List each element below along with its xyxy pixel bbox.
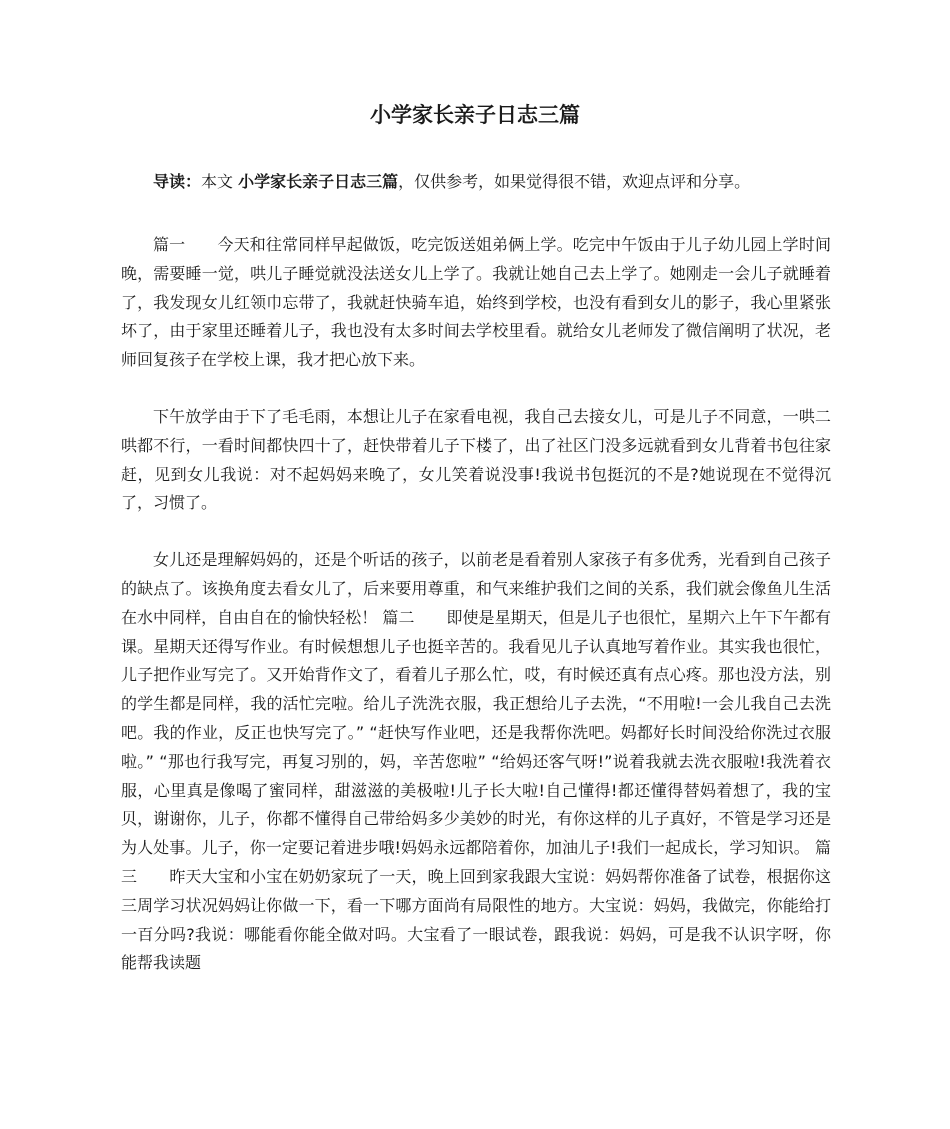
paragraph-3 [121, 546, 831, 978]
intro-bold-title: 小学家长亲子日志三篇 [238, 172, 399, 191]
intro-prefix: 本文 [201, 172, 239, 191]
section-lead-1: 篇一 [153, 235, 186, 254]
intro-line [121, 169, 841, 195]
intro-suffix: ，仅供参考，如果觉得很不错，欢迎点评和分享。 [398, 172, 751, 191]
paragraph-1-text: 今天和往常同样早起做饭，吃完饭送姐弟俩上学。吃完中午饭由于儿子幼儿园上学时间晚，需要睡一觉，哄儿子睡觉就没法送女儿上学了。我就让她自己去上学了。她刚走一会儿子就睡着了，我发现女儿红领巾忘带了，我就赶快骑车追，始终到学校，也没有看到女儿的影子，我心里紧张坏了，由于家里还睡着儿子，我也没有太多时间去学校里看。就给女儿老师发了微信阐明了状况，老师回复孩子在学校上课，我才把心放下来。 [121, 235, 831, 370]
article-body [121, 231, 831, 1006]
paragraph-2 [121, 403, 831, 518]
paragraph-2-text: 下午放学由于下了毛毛雨，本想让儿子在家看电视，我自己去接女儿，可是儿子不同意，一哄二哄都不行，一看时间都快四十了，赶快带着儿子下楼了，出了社区门没多远就看到女儿背着书包往家赶，见到女儿我说：对不起妈妈来晚了，女儿笑着说没事!我说书包挺沉的不是?她说现在不觉得沉了，习惯了。 [121, 406, 831, 513]
paragraph-3-text: 女儿还是理解妈妈的，还是个听话的孩子，以前老是看着别人家孩子有多优秀，光看到自己孩子的缺点了。该换角度去看女儿了，后来要用尊重，和气来维护我们之间的关系，我们就会像鱼儿生活在水中同样，自由自在的愉快轻松！ 篇二 即使是星期天，但是儿子也很忙，星期六上午下午都有课。星期天还得写作业。有时候想想儿子也挺辛苦的。我看见儿子认真地写着作业。其实我也很忙，儿子把作业写完了。又开始背作文了，看着儿子那么忙，哎，有时候还真有点心疼。那也没方法，别的学生都是同样，我的活忙完啦。给儿子洗洗衣服，我正想给儿子去洗，“不用啦!一会儿我自己去洗吧。我的作业，反正也快写完了。” “赶快写作业吧，还是我帮你洗吧。妈都好长时间没给你洗过衣服啦。” “那也行我写完，再复习别的，妈，辛苦您啦” “给妈还客气呀!”说着我就去洗衣服啦!我洗着衣服，心里真是像喝了蜜同样，甜滋滋的美极啦!儿子长大啦!自己懂得!都还懂得替妈着想了，我的宝贝，谢谢你，儿子，你都不懂得自己带给妈多少美妙的时光，有你这样的儿子真好，不管是学习还是为人处事。儿子，你一定要记着进步哦!妈妈永远都陪着你，加油儿子!我们一起成长，学习知识。 篇三 昨天大宝和小宝在奶奶家玩了一天，晚上回到家我跟大宝说：妈妈帮你准备了试卷，根据你这三周学习状况妈妈让你做一下，看一下哪方面尚有局限性的地方。大宝说：妈妈，我做完，你能给打一百分吗?我说：哪能看你能全做对吗。大宝看了一眼试卷，跟我说：妈妈，可是我不认识字呀，你能帮我读题 [121, 550, 831, 973]
document-title: 小学家长亲子日志三篇 [370, 103, 580, 127]
paragraph-1 [121, 231, 831, 375]
intro-label: 导读： [153, 172, 202, 191]
